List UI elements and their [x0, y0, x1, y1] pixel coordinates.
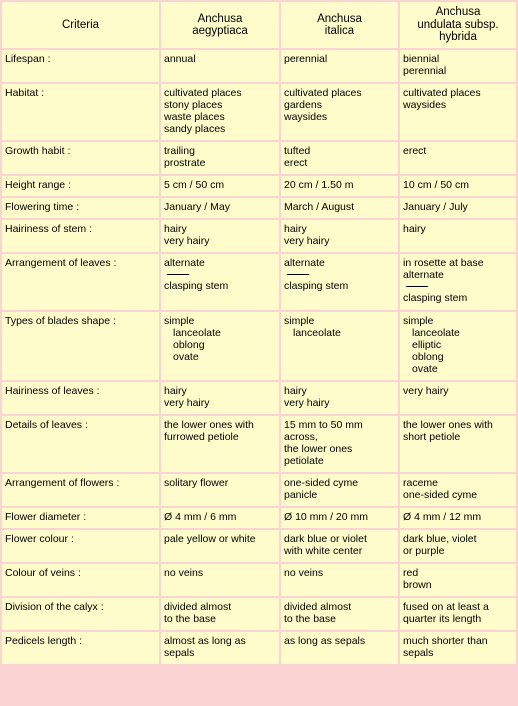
value-cell [161, 416, 279, 472]
value-text: with white center [284, 545, 363, 557]
header-species [161, 2, 279, 48]
value-text: stony places [164, 99, 223, 111]
value-text: simple [164, 315, 195, 327]
header-text: Anchusa [317, 12, 362, 25]
value-cell [281, 598, 398, 630]
criteria-cell [2, 474, 159, 506]
value-cell [281, 416, 398, 472]
value-text: January / May [164, 201, 230, 213]
criteria-cell [2, 530, 159, 562]
criteria-cell [2, 176, 159, 196]
value-cell [281, 176, 398, 196]
criteria-cell [2, 382, 159, 414]
value-text: cultivated places [284, 87, 362, 99]
criteria-cell [2, 598, 159, 630]
value-cell [400, 312, 516, 380]
value-text: waysides [284, 111, 328, 123]
value-cell [161, 632, 279, 664]
value-cell [161, 474, 279, 506]
value-text: waysides [403, 99, 447, 111]
value-text: erect [284, 157, 308, 169]
value-text: one-sided cyme [403, 489, 478, 501]
value-cell [400, 198, 516, 218]
value-cell [161, 564, 279, 596]
criteria-cell [2, 632, 159, 664]
value-cell [400, 142, 516, 174]
header-text: aegyptiaca [192, 25, 248, 37]
separator-line [287, 274, 309, 275]
value-cell [281, 564, 398, 596]
value-cell [161, 220, 279, 252]
value-text: fused on at least a [403, 601, 489, 613]
value-text: 15 mm to 50 mm [284, 419, 363, 431]
value-cell [281, 84, 398, 140]
criteria-cell [2, 564, 159, 596]
value-text: March / August [284, 201, 355, 213]
value-text: simple [403, 315, 434, 327]
value-text: almost as long as [164, 635, 246, 647]
value-text: 20 cm / 1.50 m [284, 179, 354, 191]
value-cell [281, 530, 398, 562]
value-text: to the base [284, 613, 336, 625]
value-cell [400, 530, 516, 562]
criteria-label: Arrangement of flowers : [5, 477, 120, 489]
header-text: italica [324, 25, 355, 37]
criteria-cell [2, 220, 159, 252]
value-cell [161, 598, 279, 630]
value-text: erect [403, 145, 427, 157]
value-cell [281, 508, 398, 528]
value-cell [161, 508, 279, 528]
sub-value-text: lanceolate [293, 327, 341, 339]
criteria-label: Flower colour : [5, 533, 74, 545]
value-text: prostrate [164, 157, 206, 169]
sub-value-text: ovate [412, 363, 438, 375]
criteria-label: Lifespan : [5, 53, 51, 65]
value-text: divided almost [284, 601, 352, 613]
criteria-cell [2, 312, 159, 380]
header-text: Anchusa [435, 6, 481, 19]
value-cell [400, 508, 516, 528]
criteria-cell [2, 142, 159, 174]
value-text: Ø 4 mm / 12 mm [403, 511, 482, 523]
value-text: divided almost [164, 601, 232, 613]
value-text: 10 cm / 50 cm [403, 179, 469, 191]
value-cell [161, 84, 279, 140]
value-text: much shorter than [403, 635, 488, 647]
value-text: perennial [284, 53, 328, 65]
value-cell [161, 382, 279, 414]
value-cell [400, 416, 516, 472]
criteria-label: Types of blades shape : [5, 315, 116, 327]
value-text: very hairy [403, 385, 449, 397]
sub-value-text: elliptic [412, 339, 442, 351]
header-species [281, 2, 398, 48]
value-text: across, [284, 431, 318, 443]
value-text: 5 cm / 50 cm [164, 179, 225, 191]
value-text: hairy [403, 223, 426, 235]
sub-value-text: ovate [173, 351, 199, 363]
value-cell [281, 312, 398, 380]
value-text: very hairy [284, 235, 330, 247]
criteria-cell [2, 50, 159, 82]
comparison-table [2, 2, 516, 704]
value-cell [400, 220, 516, 252]
value-text: January / July [403, 201, 468, 213]
value-cell [400, 598, 516, 630]
value-text: waste places [164, 111, 225, 123]
value-text: furrowed petiole [164, 431, 239, 443]
header-text: undulata subsp. [417, 18, 499, 31]
value-text: annual [164, 53, 196, 65]
value-text: sandy places [164, 123, 226, 135]
value-cell [400, 474, 516, 506]
value-text: dark blue, violet [403, 533, 477, 545]
value-text: cultivated places [164, 87, 242, 99]
value-cell [281, 474, 398, 506]
value-cell [281, 50, 398, 82]
header-text: hybrida [439, 31, 477, 44]
sub-value-text: oblong [173, 339, 205, 351]
value-cell [161, 312, 279, 380]
criteria-label: Colour of veins : [5, 567, 81, 579]
criteria-label: Habitat : [5, 87, 45, 99]
value-text: hairy [164, 385, 187, 397]
value-text: pale yellow or white [164, 533, 256, 545]
value-text: alternate [164, 257, 205, 269]
criteria-label: Growth habit : [5, 145, 71, 157]
value-cell [400, 564, 516, 596]
value-cell [281, 198, 398, 218]
value-text: the lower ones with [164, 419, 254, 431]
sub-value-text: lanceolate [173, 327, 221, 339]
value-text: biennial [403, 53, 440, 65]
criteria-cell [2, 416, 159, 472]
header-species [400, 2, 516, 48]
value-text: sepals [403, 647, 434, 659]
value-text: Ø 10 mm / 20 mm [284, 511, 369, 523]
value-text: red [403, 567, 419, 579]
criteria-label: Flowering time : [5, 201, 80, 213]
value-text: the lower ones [284, 443, 353, 455]
header-text: Criteria [61, 18, 100, 31]
header-criteria [2, 2, 159, 48]
value-text: the lower ones with [403, 419, 493, 431]
value-text: brown [403, 579, 432, 591]
value-text: hairy [164, 223, 187, 235]
separator-line [167, 274, 189, 275]
header-text: Anchusa [197, 12, 243, 25]
value-cell [161, 530, 279, 562]
value-text: in rosette at base [403, 257, 484, 269]
value-cell [400, 254, 516, 310]
criteria-label: Hairiness of leaves : [5, 385, 100, 397]
value-text: very hairy [164, 235, 210, 247]
value-text: as long as sepals [284, 635, 366, 647]
criteria-label: Arrangement of leaves : [5, 257, 117, 269]
value-cell [161, 176, 279, 196]
value-text: simple [284, 315, 315, 327]
value-cell [161, 198, 279, 218]
criteria-label: Flower diameter : [5, 511, 87, 523]
value-cell [400, 50, 516, 82]
value-text: hairy [284, 223, 307, 235]
value-text: alternate [403, 269, 444, 281]
value-text: raceme [403, 477, 439, 489]
value-text: Ø 4 mm / 6 mm [164, 511, 237, 523]
value-text: sepals [164, 647, 195, 659]
value-text: quarter its length [403, 613, 482, 625]
criteria-label: Details of leaves : [5, 419, 88, 431]
value-cell [281, 254, 398, 310]
separator-line [406, 286, 428, 287]
value-text: solitary flower [164, 477, 229, 489]
criteria-label: Division of the calyx : [5, 601, 104, 613]
criteria-cell [2, 508, 159, 528]
criteria-cell [2, 198, 159, 218]
value-text: clasping stem [403, 292, 468, 304]
value-cell [281, 382, 398, 414]
value-text: gardens [284, 99, 322, 111]
value-cell [161, 254, 279, 310]
value-text: petiolate [284, 455, 324, 467]
criteria-cell [2, 84, 159, 140]
value-cell [400, 176, 516, 196]
value-cell [161, 50, 279, 82]
value-text: perennial [403, 65, 447, 77]
value-text: cultivated places [403, 87, 481, 99]
value-text: tufted [284, 145, 311, 157]
sub-value-text: lanceolate [412, 327, 460, 339]
value-text: alternate [284, 257, 325, 269]
value-text: hairy [284, 385, 307, 397]
value-text: clasping stem [284, 280, 349, 292]
value-text: one-sided cyme [284, 477, 359, 489]
value-text: no veins [164, 567, 204, 579]
criteria-label: Hairiness of stem : [5, 223, 92, 235]
value-text: to the base [164, 613, 216, 625]
criteria-label: Pedicels length : [5, 635, 83, 647]
value-cell [400, 382, 516, 414]
value-text: dark blue or violet [284, 533, 367, 545]
value-text: very hairy [164, 397, 210, 409]
value-cell [281, 142, 398, 174]
value-text: panicle [284, 489, 318, 501]
value-text: trailing [164, 145, 195, 157]
value-text: very hairy [284, 397, 330, 409]
value-cell [281, 632, 398, 664]
value-cell [281, 220, 398, 252]
value-cell [400, 632, 516, 664]
sub-value-text: oblong [412, 351, 444, 363]
criteria-label: Height range : [5, 179, 71, 191]
criteria-cell [2, 254, 159, 310]
value-text: or purple [403, 545, 445, 557]
value-cell [161, 142, 279, 174]
value-text: clasping stem [164, 280, 229, 292]
value-cell [400, 84, 516, 140]
value-text: no veins [284, 567, 324, 579]
value-text: short petiole [403, 431, 461, 443]
